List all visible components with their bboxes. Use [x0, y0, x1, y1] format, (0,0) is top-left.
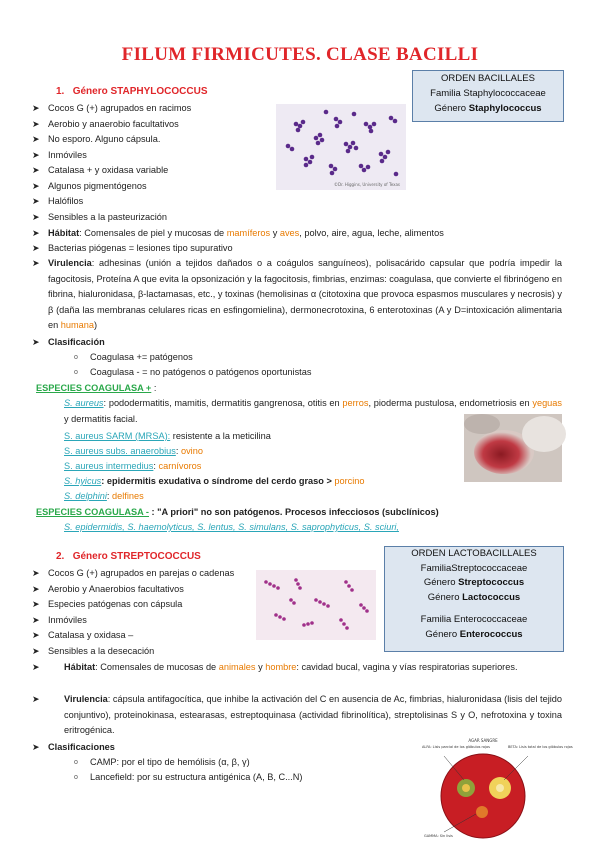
streptococcus-micrograph	[256, 570, 376, 640]
hyicus: S. hyicus: epidermitis exudativa o síndrome del cerdo graso > porcino	[64, 476, 365, 486]
list-item-text: No esporo. Alguno cápsula.	[48, 134, 161, 144]
list-item-text: Especies patógenas con cápsula	[48, 599, 183, 609]
list-item-text: Cocos G (+) agrupados en racimos	[48, 103, 192, 113]
arrow-bullet-icon: ➤	[32, 337, 40, 347]
strep-micrograph-image	[256, 570, 376, 640]
list-item-text: Catalasa y oxidasa –	[48, 630, 134, 640]
section-staphylococcus-heading: 1. Género STAPHYLOCOCCUS	[56, 86, 208, 97]
plate-label-top: AGAR SANGRE	[468, 738, 498, 743]
box-line: Género Streptococcus	[423, 577, 525, 588]
arrow-bullet-icon: ➤	[32, 103, 40, 113]
delphini: S. delphini: delfines	[64, 491, 144, 501]
aureus-sarm: S. aureus SARM (MRSA): resistente a la meticilina	[64, 431, 271, 441]
staphylococcus-micrograph	[276, 104, 406, 190]
arrow-bullet-icon: ➤	[32, 118, 40, 129]
arrow-bullet-icon: ➤	[32, 568, 40, 578]
box-line: Género Enterococcus	[425, 628, 523, 640]
micrograph-image	[276, 104, 406, 190]
coagulasa-neg-species: S. epidermidis, S. haemolyticus, S. lentus, S. simulans, S. saprophyticus, S. sciuri,	[64, 522, 399, 532]
aureus-intermedius: S. aureus intermedius: carnívoros	[64, 461, 202, 471]
plate-label-alfa: ALFA: Lisis parcial de los glóbulos rojos	[422, 745, 490, 749]
page-title: FILUM FIRMICUTES. CLASE BACILLI	[121, 44, 479, 65]
arrow-bullet-icon: ➤	[32, 196, 40, 206]
blood-agar-plate-diagram	[404, 736, 573, 840]
arrow-bullet-icon: ➤	[32, 662, 40, 672]
box-line: FamiliaStreptococcaceae	[420, 562, 528, 574]
box-line: Género Lactococcus	[427, 591, 521, 603]
box-line: ORDEN LACTOBACILLALES	[411, 548, 537, 559]
circle-bullet-icon: o	[74, 354, 78, 361]
plate-label-beta: BETA: Lisis total de los glóbulos rojos	[508, 745, 573, 749]
list-item-text: Aerobio y Anaerobios facultativos	[48, 583, 184, 594]
section-streptococcus-heading: 2. Género STREPTOCOCCUS	[56, 551, 201, 562]
list-item-text: Halófilos	[48, 196, 84, 206]
arrow-bullet-icon: ➤	[32, 243, 40, 253]
box-line: Familia Enterococcaceae	[420, 614, 528, 625]
taxonomy-box-lactobacillales	[384, 546, 564, 652]
blood-agar-image	[404, 736, 573, 840]
aureus-description: S. aureus: pododermatitis, mamitis, dermatitis gangrenosa, otitis en perros, pioderma pustulosa, endometriosis en yeguas y dermatitis facial.	[64, 398, 562, 424]
arrow-bullet-icon: ➤	[32, 149, 40, 160]
circle-bullet-icon: o	[74, 774, 78, 781]
list-item-text: Inmóviles	[48, 614, 87, 625]
lesion-photo	[464, 414, 562, 482]
strep-habitat: Hábitat: Comensales de mucosas de animales y hombre: cavidad bucal, vagina y vías respiratorias superiores.	[64, 662, 518, 672]
list-item-text: Sensibles a la desecación	[48, 645, 155, 656]
list-item-text: Cocos G (+) agrupados en parejas o cadenas	[48, 568, 235, 578]
box-line: Familia Staphylococcaceae	[430, 88, 546, 99]
arrow-bullet-icon: ➤	[32, 228, 40, 238]
arrow-bullet-icon: ➤	[32, 165, 40, 175]
arrow-bullet-icon: ➤	[32, 694, 40, 704]
arrow-bullet-icon: ➤	[32, 180, 40, 191]
arrow-bullet-icon: ➤	[32, 742, 40, 752]
list-item-text: Aerobio y anaerobio facultativos	[48, 118, 179, 129]
especies-coagulasa-pos-heading: ESPECIES COAGULASA + :	[36, 383, 157, 393]
box-line: Género Staphylococcus	[434, 103, 542, 114]
staph-virulencia: Virulencia: adhesinas (unión a tejidos dañados o a coágulos sanguíneos), polisacárido capsular que podría impedir la fagocitosis, Proteína A que evita la opsonización y la fagocitosis, fimbrias, enzimas: coagulasa, que convierte el fibrinógeno en fibrina, hialuronidasa, β-lactamasas, etc., y toxinas (hemolisinas α (citotoxina que provoca espasmos musculares y necrosis) y β (daña las membranas celulares ricas en esfingomielina), dermonecrotoxina, 6 enterotoxinas (A y D=intoxicación alimentaria en humana)	[48, 258, 562, 331]
taxonomy-box-bacillales	[412, 70, 564, 122]
aureus-anaerobius: S. aureus subs. anaerobius: ovino	[64, 446, 203, 456]
arrow-bullet-icon: ➤	[32, 630, 40, 640]
arrow-bullet-icon: ➤	[32, 599, 40, 609]
arrow-bullet-icon: ➤	[32, 211, 40, 222]
list-item-text: Algunos pigmentógenos	[48, 180, 147, 191]
list-item-text: Catalasa + y oxidasa variable	[48, 165, 169, 175]
arrow-bullet-icon: ➤	[32, 583, 40, 594]
especies-coagulasa-neg-heading: ESPECIES COAGULASA - : "A priori" no son patógenos. Procesos infecciosos (subclínicos)	[36, 507, 439, 517]
arrow-bullet-icon: ➤	[32, 134, 40, 144]
strep-virulencia: Virulencia: cápsula antifagocítica, que inhibe la activación del C en ausencia de Ac, fimbrias, hialuronidasa (lisis del tejido conjuntivo), proteinokinasa, estearasas, estreptoquinasa (actividad fibrinolítica), streptolisinas S y O, nefrotoxina y toxina eritrogénica.	[64, 694, 562, 736]
circle-bullet-icon: o	[74, 759, 78, 766]
lesion-image	[464, 414, 562, 482]
list-item-text: Sensibles a la pasteurización	[48, 211, 167, 222]
plate-label-gamma: GAMMA: Sin lisis	[424, 834, 453, 838]
arrow-bullet-icon: ➤	[32, 645, 40, 656]
arrow-bullet-icon: ➤	[32, 258, 40, 268]
box-line: ORDEN BACILLALES	[441, 73, 535, 84]
micrograph-caption: ©Dr. Higgins, University of Texas	[334, 182, 401, 187]
arrow-bullet-icon: ➤	[32, 614, 40, 625]
list-item-text: Inmóviles	[48, 149, 87, 160]
circle-bullet-icon: o	[74, 369, 78, 376]
